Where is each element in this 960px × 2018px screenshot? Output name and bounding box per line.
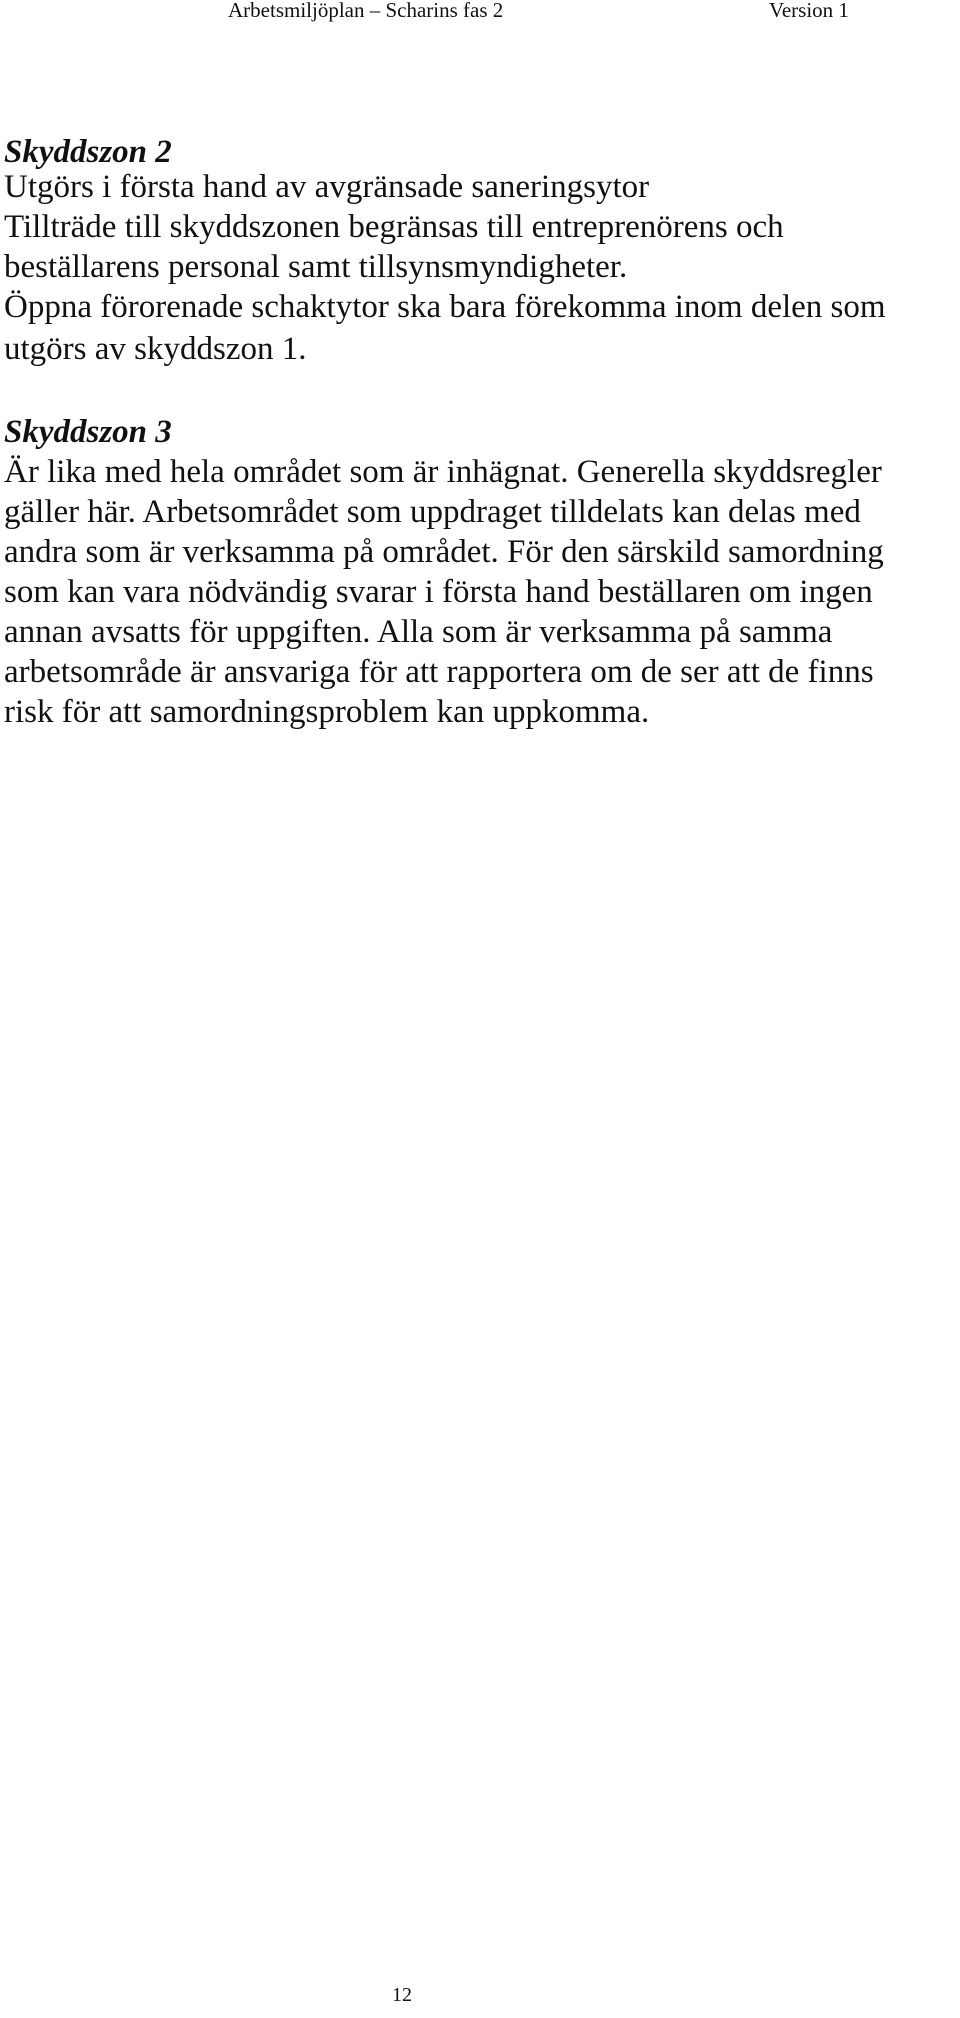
paragraph-line: arbetsområde är ansvariga för att rapportera om de ser att de finns [4,654,874,690]
paragraph-line: som kan vara nödvändig svarar i första hand beställaren om ingen [4,574,873,610]
section-heading-skyddszon-2: Skyddszon 2 [4,134,172,170]
paragraph-line: annan avsatts för uppgiften. Alla som är verksamma på samma [4,614,833,650]
section-heading-skyddszon-3: Skyddszon 3 [4,414,172,450]
paragraph-line: Utgörs i första hand av avgränsade saneringsytor [4,169,650,205]
header-version: Version 1 [769,0,849,22]
page-number: 12 [392,1984,412,2006]
paragraph-line: risk för att samordningsproblem kan uppkomma. [4,694,650,730]
paragraph-line: beställarens personal samt tillsynsmyndigheter. [4,249,628,285]
paragraph-line: utgörs av skyddszon 1. [4,331,307,367]
header-title: Arbetsmiljöplan – Scharins fas 2 [228,0,504,22]
paragraph-line: Öppna förorenade schaktytor ska bara förekomma inom delen som [4,289,886,325]
paragraph-line: andra som är verksamma på området. För den särskild samordning [4,534,884,570]
paragraph-line: Tillträde till skyddszonen begränsas till entreprenörens och [4,209,784,245]
paragraph-line: gäller här. Arbetsområdet som uppdraget tilldelats kan delas med [4,494,861,530]
paragraph-line: Är lika med hela området som är inhägnat. Generella skyddsregler [4,454,882,490]
